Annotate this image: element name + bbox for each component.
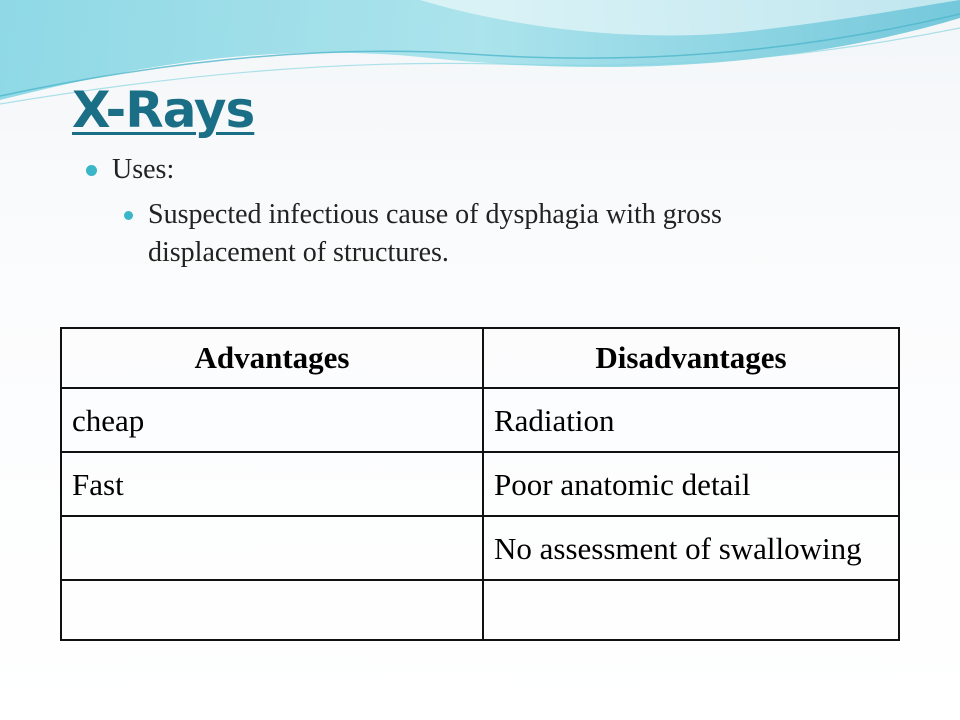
table-cell: No assessment of swallowing — [483, 516, 899, 580]
sub-bullet-item — [122, 196, 868, 272]
table-cell: Fast — [61, 452, 483, 516]
table-cell: Poor anatomic detail — [483, 452, 899, 516]
bullet-list — [86, 152, 906, 272]
table-row — [61, 388, 899, 452]
header-disadvantages: Disadvantages — [483, 328, 899, 388]
table-cell: cheap — [61, 388, 483, 452]
table-cell — [61, 516, 483, 580]
table-header-row — [61, 328, 899, 388]
header-advantages: Advantages — [61, 328, 483, 388]
table-row — [61, 452, 899, 516]
table-cell: Radiation — [483, 388, 899, 452]
table-cell — [483, 580, 899, 640]
sub-bullet-text: Suspected infectious cause of dysphagia with gross displacement of structures. — [148, 199, 722, 268]
bullet-text: Uses: — [112, 154, 175, 185]
slide-title: X-Rays — [72, 81, 255, 139]
bullet-item-uses — [86, 152, 906, 188]
table-row — [61, 516, 899, 580]
bullet-icon — [124, 211, 133, 220]
bullet-icon — [86, 165, 97, 176]
table-cell — [61, 580, 483, 640]
table-row — [61, 580, 899, 640]
advantages-disadvantages-table — [60, 327, 900, 641]
